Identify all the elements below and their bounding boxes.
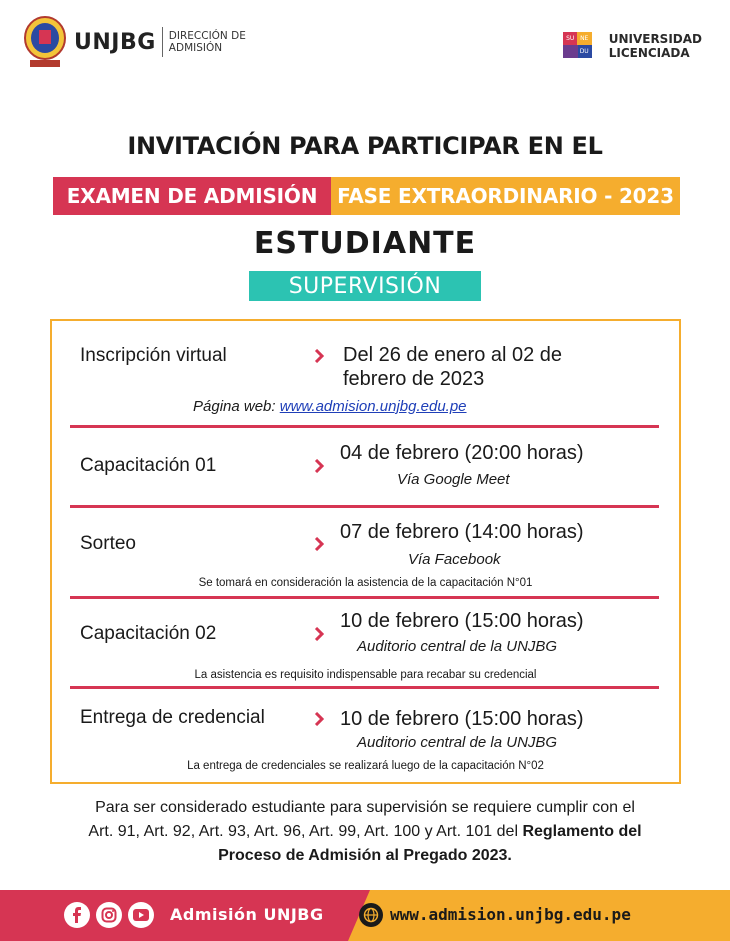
schedule-box: [50, 319, 681, 784]
requirements-line-1: Para ser considerado estudiante para supervisión se requiere cumplir con el: [95, 799, 635, 816]
division-name: [169, 30, 246, 54]
invitation-title: INVITACIÓN PARA PARTICIPAR EN EL: [127, 132, 603, 160]
schedule-label-credential: Entrega de credencial: [80, 707, 265, 728]
schedule-sub-credential: Auditorio central de la UNJBG: [357, 734, 558, 751]
divider: [70, 505, 659, 508]
exam-banner: [53, 177, 680, 215]
schedule-label-training-1: Capacitación 01: [80, 455, 217, 476]
social-account-name: Admisión UNJBG: [170, 905, 324, 924]
schedule-date-credential: 10 de febrero (15:00 horas): [340, 708, 584, 730]
schedule-label-registration: Inscripción virtual: [80, 345, 227, 366]
registration-date-line-1: Del 26 de enero al 02 de: [343, 344, 563, 366]
requirements-articles: Art. 91, Art. 92, Art. 93, Art. 96, Art. 99, Art. 100 y Art. 101 del: [88, 823, 523, 840]
globe-icon: [359, 903, 383, 927]
division-line-2: ADMISIÓN: [168, 42, 223, 54]
schedule-sub-draw: Vía Facebook: [408, 551, 501, 568]
schedule-date-training-2: 10 de febrero (15:00 horas): [340, 610, 584, 632]
banner-exam: EXAMEN DE ADMISIÓN: [53, 177, 331, 215]
schedule-label-draw: Sorteo: [80, 533, 136, 554]
chevron-right-icon: [314, 537, 324, 551]
facebook-icon[interactable]: [64, 902, 90, 928]
footer-website-link[interactable]: www.admision.unjbg.edu.pe: [390, 905, 631, 924]
university-crest-icon: [22, 14, 68, 70]
registration-website: [193, 398, 467, 415]
logo-divider: [162, 27, 163, 57]
chevron-right-icon: [314, 627, 324, 641]
divider: [70, 425, 659, 428]
requirements-line-2: [30, 820, 700, 844]
banner-phase: FASE EXTRAORDINARIO - 2023: [331, 177, 680, 215]
requirements-text: [30, 796, 700, 868]
licensed-line-2: LICENCIADA: [608, 46, 690, 60]
registration-date-line-2: febrero de 2023: [343, 368, 485, 390]
role-subtitle: SUPERVISIÓN: [249, 271, 481, 301]
division-line-1: DIRECCIÓN DE: [168, 30, 246, 42]
chevron-right-icon: [314, 459, 324, 473]
chevron-right-icon: [314, 712, 324, 726]
youtube-icon[interactable]: [128, 902, 154, 928]
schedule-date-draw: 07 de febrero (14:00 horas): [340, 521, 584, 543]
schedule-date-training-1: 04 de febrero (20:00 horas): [340, 442, 584, 464]
requirements-regulation-name: Proceso de Admisión al Pregado 2023.: [218, 847, 512, 864]
licensed-line-1: UNIVERSIDAD: [608, 32, 702, 46]
header: [22, 14, 702, 78]
website-prefix: Página web:: [193, 398, 280, 415]
schedule-sub-training-2: Auditorio central de la UNJBG: [357, 638, 558, 655]
licensed-university-text: [609, 32, 702, 60]
requirements-line-3: [30, 844, 700, 868]
sunedu-icon: SU NE DU: [563, 26, 603, 66]
divider: [70, 686, 659, 689]
instagram-icon[interactable]: [96, 902, 122, 928]
role-title: ESTUDIANTE: [253, 226, 477, 261]
schedule-note-draw: Se tomará en consideración la asistencia de la capacitación N°01: [198, 577, 533, 589]
schedule-note-training-2: La asistencia es requisito indispensable para recabar su credencial: [194, 669, 537, 681]
website-link[interactable]: www.admision.unjbg.edu.pe: [279, 398, 467, 415]
schedule-sub-training-1: Vía Google Meet: [397, 471, 510, 488]
unjbg-logo: [22, 14, 246, 70]
sunedu-logo: [563, 26, 702, 66]
chevron-right-icon: [314, 349, 324, 363]
logo-text: UNJBG: [74, 29, 156, 55]
requirements-regulation: Reglamento del: [522, 823, 642, 840]
schedule-label-training-2: Capacitación 02: [80, 623, 217, 644]
divider: [70, 596, 659, 599]
schedule-note-credential: La entrega de credenciales se realizará luego de la capacitación N°02: [187, 760, 544, 772]
social-icons: [64, 902, 154, 928]
schedule-date-registration: [343, 343, 562, 391]
